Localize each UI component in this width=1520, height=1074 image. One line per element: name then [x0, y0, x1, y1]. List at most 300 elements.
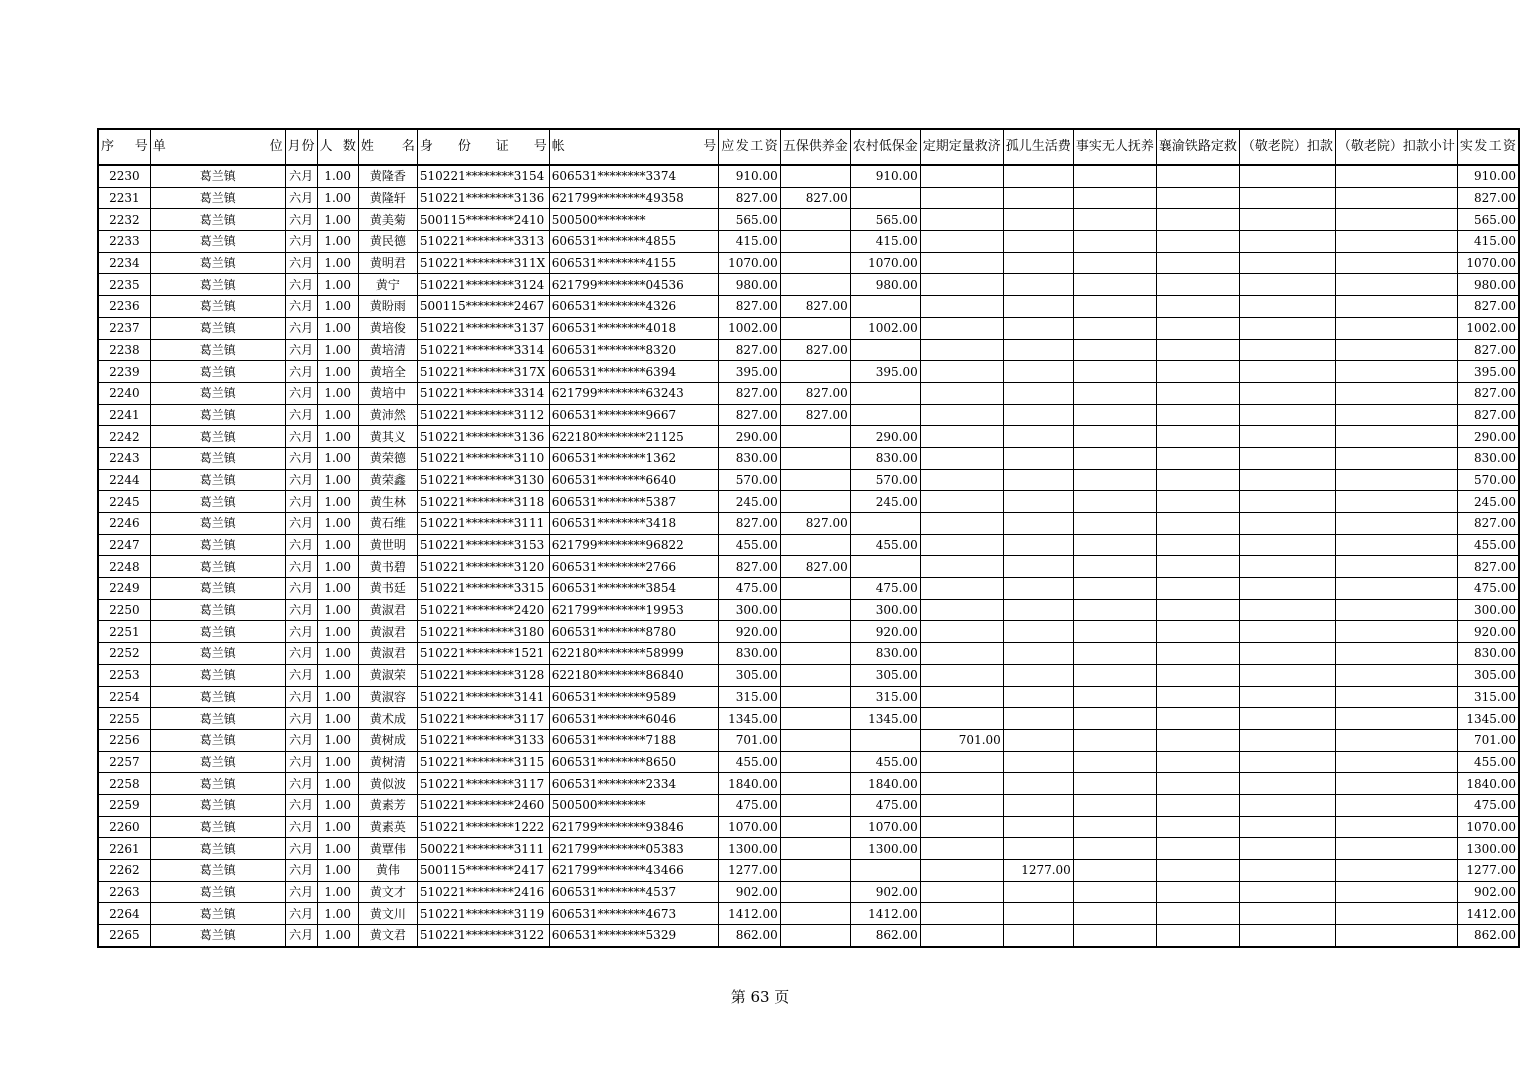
table-row	[98, 860, 1519, 882]
table-row	[98, 794, 1519, 816]
table-cell: 黄树清	[358, 751, 417, 773]
table-cell	[1239, 838, 1335, 860]
table-cell: 1345.00	[850, 708, 920, 730]
table-cell	[920, 361, 1003, 383]
table-cell	[780, 643, 850, 665]
table-cell: 六月	[285, 794, 317, 816]
table-row	[98, 664, 1519, 686]
table-cell: 1002.00	[719, 317, 781, 339]
table-cell: 862.00	[850, 925, 920, 947]
table-cell: 920.00	[719, 621, 781, 643]
table-cell	[1156, 447, 1239, 469]
table-cell: 黄隆香	[358, 165, 417, 187]
table-cell: 500115********2410	[417, 209, 549, 231]
table-cell	[1073, 404, 1156, 426]
table-cell: 415.00	[850, 231, 920, 253]
table-cell: 315.00	[850, 686, 920, 708]
table-cell	[1335, 556, 1457, 578]
table-cell: 六月	[285, 881, 317, 903]
table-cell	[780, 426, 850, 448]
table-cell	[1335, 187, 1457, 209]
table-cell: 葛兰镇	[150, 426, 285, 448]
table-row	[98, 469, 1519, 491]
table-cell	[1335, 231, 1457, 253]
table-cell	[1156, 860, 1239, 882]
table-cell: 六月	[285, 816, 317, 838]
column-header: 帐 号	[549, 129, 719, 165]
table-cell	[1335, 339, 1457, 361]
table-cell: 606531********4537	[549, 881, 719, 903]
table-cell: 1.00	[317, 794, 358, 816]
table-cell	[1003, 296, 1073, 318]
table-cell: 510221********3130	[417, 469, 549, 491]
table-cell: 565.00	[719, 209, 781, 231]
table-cell: 510221********3315	[417, 578, 549, 600]
table-cell	[920, 838, 1003, 860]
table-cell	[780, 252, 850, 274]
table-cell: 2251	[98, 621, 150, 643]
table-cell: 1277.00	[1457, 860, 1519, 882]
table-cell: 黄培俊	[358, 317, 417, 339]
table-cell: 606531********4155	[549, 252, 719, 274]
table-cell	[1073, 339, 1156, 361]
table-cell: 六月	[285, 751, 317, 773]
table-cell: 565.00	[1457, 209, 1519, 231]
table-cell: 1.00	[317, 274, 358, 296]
table-cell: 606531********4326	[549, 296, 719, 318]
table-cell: 1.00	[317, 447, 358, 469]
table-cell: 827.00	[1457, 296, 1519, 318]
table-cell: 862.00	[719, 925, 781, 947]
table-cell: 2242	[98, 426, 150, 448]
table-cell: 510221********3141	[417, 686, 549, 708]
table-cell	[1335, 534, 1457, 556]
table-cell: 395.00	[719, 361, 781, 383]
table-cell	[1239, 447, 1335, 469]
table-cell	[780, 274, 850, 296]
table-cell: 606531********2766	[549, 556, 719, 578]
table-cell: 827.00	[1457, 556, 1519, 578]
table-cell	[1239, 252, 1335, 274]
table-cell: 2241	[98, 404, 150, 426]
table-cell	[1156, 925, 1239, 947]
table-cell: 六月	[285, 296, 317, 318]
table-cell: 827.00	[1457, 339, 1519, 361]
table-cell: 475.00	[850, 794, 920, 816]
table-cell	[780, 664, 850, 686]
table-cell	[1156, 382, 1239, 404]
table-cell: 910.00	[1457, 165, 1519, 187]
table-cell	[1156, 816, 1239, 838]
table-cell: 510221********3180	[417, 621, 549, 643]
table-cell	[1073, 317, 1156, 339]
table-cell	[1156, 317, 1239, 339]
table-cell: 2247	[98, 534, 150, 556]
table-cell: 827.00	[780, 513, 850, 535]
table-cell: 2244	[98, 469, 150, 491]
table-cell	[1156, 513, 1239, 535]
table-cell: 621799********63243	[549, 382, 719, 404]
table-cell: 黄民德	[358, 231, 417, 253]
table-cell: 葛兰镇	[150, 599, 285, 621]
table-cell: 六月	[285, 556, 317, 578]
table-row	[98, 274, 1519, 296]
table-cell	[1073, 426, 1156, 448]
table-cell	[1073, 664, 1156, 686]
table-cell	[1003, 231, 1073, 253]
table-cell: 510221********2416	[417, 881, 549, 903]
table-cell	[920, 252, 1003, 274]
table-cell: 510221********3117	[417, 708, 549, 730]
table-cell	[1073, 578, 1156, 600]
table-cell: 290.00	[850, 426, 920, 448]
table-cell	[1239, 578, 1335, 600]
table-cell	[1073, 513, 1156, 535]
table-cell	[1156, 469, 1239, 491]
table-cell	[1156, 231, 1239, 253]
table-cell: 510221********3111	[417, 513, 549, 535]
table-cell: 2250	[98, 599, 150, 621]
table-cell: 1.00	[317, 860, 358, 882]
table-cell: 黄书碧	[358, 556, 417, 578]
table-cell	[1156, 187, 1239, 209]
table-cell: 510221********3133	[417, 729, 549, 751]
table-cell	[1335, 643, 1457, 665]
table-row	[98, 708, 1519, 730]
table-cell: 1412.00	[850, 903, 920, 925]
table-cell: 2254	[98, 686, 150, 708]
table-cell: 六月	[285, 469, 317, 491]
column-header: 襄渝铁路定救	[1156, 129, 1239, 165]
table-cell: 1.00	[317, 729, 358, 751]
table-cell: 621799********43466	[549, 860, 719, 882]
table-cell	[1335, 426, 1457, 448]
table-cell: 500500********	[549, 794, 719, 816]
table-row	[98, 838, 1519, 860]
table-cell	[780, 925, 850, 947]
table-cell: 290.00	[719, 426, 781, 448]
table-cell: 1070.00	[850, 252, 920, 274]
table-cell: 827.00	[1457, 404, 1519, 426]
table-cell: 黄淑君	[358, 643, 417, 665]
table-cell	[920, 794, 1003, 816]
table-cell: 315.00	[1457, 686, 1519, 708]
table-cell: 六月	[285, 426, 317, 448]
table-cell	[1003, 838, 1073, 860]
table-cell: 六月	[285, 491, 317, 513]
table-cell: 黄荣鑫	[358, 469, 417, 491]
table-cell: 1345.00	[1457, 708, 1519, 730]
table-cell: 黄盼雨	[358, 296, 417, 318]
table-cell: 621799********05383	[549, 838, 719, 860]
table-cell: 621799********49358	[549, 187, 719, 209]
table-row	[98, 621, 1519, 643]
table-row	[98, 317, 1519, 339]
table-cell	[1239, 339, 1335, 361]
table-cell	[1073, 773, 1156, 795]
table-cell: 910.00	[719, 165, 781, 187]
table-cell: 1.00	[317, 643, 358, 665]
table-cell	[780, 729, 850, 751]
table-cell: 920.00	[1457, 621, 1519, 643]
table-cell: 606531********8650	[549, 751, 719, 773]
table-cell	[1073, 556, 1156, 578]
table-cell: 1.00	[317, 339, 358, 361]
table-cell: 510221********3120	[417, 556, 549, 578]
table-cell	[1003, 165, 1073, 187]
table-cell: 475.00	[719, 794, 781, 816]
table-cell: 475.00	[850, 578, 920, 600]
table-row	[98, 187, 1519, 209]
table-cell: 1.00	[317, 816, 358, 838]
table-cell: 六月	[285, 903, 317, 925]
table-cell: 1840.00	[850, 773, 920, 795]
table-cell	[1239, 816, 1335, 838]
table-cell: 902.00	[719, 881, 781, 903]
table-cell	[1239, 361, 1335, 383]
table-cell	[1239, 751, 1335, 773]
table-cell	[780, 773, 850, 795]
table-cell	[1073, 751, 1156, 773]
table-cell: 六月	[285, 643, 317, 665]
table-cell	[1073, 903, 1156, 925]
table-cell: 葛兰镇	[150, 903, 285, 925]
table-cell: 510221********3314	[417, 382, 549, 404]
table-cell	[1003, 252, 1073, 274]
table-row	[98, 426, 1519, 448]
table-cell: 830.00	[719, 447, 781, 469]
table-cell: 六月	[285, 708, 317, 730]
table-cell	[1073, 209, 1156, 231]
table-row	[98, 296, 1519, 318]
table-row	[98, 447, 1519, 469]
table-cell	[1003, 339, 1073, 361]
table-cell	[1239, 274, 1335, 296]
table-cell: 606531********7188	[549, 729, 719, 751]
table-cell: 2243	[98, 447, 150, 469]
table-cell	[1335, 686, 1457, 708]
table-cell: 415.00	[719, 231, 781, 253]
table-cell	[1003, 317, 1073, 339]
table-cell	[1156, 729, 1239, 751]
table-row	[98, 643, 1519, 665]
table-cell	[920, 209, 1003, 231]
table-cell	[920, 404, 1003, 426]
table-cell: 455.00	[850, 751, 920, 773]
table-cell	[920, 751, 1003, 773]
table-cell: 1070.00	[1457, 252, 1519, 274]
table-cell: 黄树成	[358, 729, 417, 751]
table-cell	[850, 513, 920, 535]
table-cell	[1156, 339, 1239, 361]
table-cell: 六月	[285, 209, 317, 231]
table-cell	[1003, 925, 1073, 947]
payroll-table	[97, 128, 1520, 948]
table-cell	[1335, 404, 1457, 426]
table-cell: 510221********1222	[417, 816, 549, 838]
table-cell: 六月	[285, 534, 317, 556]
table-cell	[1073, 881, 1156, 903]
table-cell: 六月	[285, 187, 317, 209]
table-cell: 510221********3118	[417, 491, 549, 513]
table-cell: 黄培中	[358, 382, 417, 404]
column-header: 孤儿生活费	[1003, 129, 1073, 165]
table-cell: 1.00	[317, 556, 358, 578]
table-cell	[780, 686, 850, 708]
table-cell: 570.00	[719, 469, 781, 491]
table-cell: 黄文川	[358, 903, 417, 925]
table-cell	[1239, 491, 1335, 513]
table-cell: 300.00	[719, 599, 781, 621]
table-cell: 621799********93846	[549, 816, 719, 838]
table-cell: 606531********4018	[549, 317, 719, 339]
table-cell	[1335, 361, 1457, 383]
table-cell: 1840.00	[719, 773, 781, 795]
table-cell	[920, 187, 1003, 209]
table-cell	[1239, 686, 1335, 708]
table-cell	[920, 426, 1003, 448]
table-cell: 510221********3124	[417, 274, 549, 296]
table-cell: 黄覃伟	[358, 838, 417, 860]
table-cell: 570.00	[850, 469, 920, 491]
table-cell: 570.00	[1457, 469, 1519, 491]
table-cell	[1156, 578, 1239, 600]
table-cell: 黄文君	[358, 925, 417, 947]
table-cell: 葛兰镇	[150, 361, 285, 383]
table-cell	[1156, 708, 1239, 730]
table-cell: 黄世明	[358, 534, 417, 556]
table-cell	[1073, 382, 1156, 404]
table-cell: 606531********4673	[549, 903, 719, 925]
table-row	[98, 686, 1519, 708]
table-cell: 2260	[98, 816, 150, 838]
table-cell	[1335, 447, 1457, 469]
table-cell: 245.00	[1457, 491, 1519, 513]
table-cell: 510221********3136	[417, 426, 549, 448]
table-cell: 606531********6046	[549, 708, 719, 730]
table-cell	[1335, 491, 1457, 513]
table-cell: 1.00	[317, 534, 358, 556]
table-cell	[1003, 274, 1073, 296]
table-cell	[1073, 231, 1156, 253]
table-cell	[850, 382, 920, 404]
table-cell	[1073, 925, 1156, 947]
table-cell: 305.00	[719, 664, 781, 686]
table-cell	[1003, 426, 1073, 448]
table-cell: 510221********3314	[417, 339, 549, 361]
table-cell	[1156, 599, 1239, 621]
table-cell	[1239, 794, 1335, 816]
table-cell	[1239, 404, 1335, 426]
table-cell: 606531********9589	[549, 686, 719, 708]
table-cell: 2262	[98, 860, 150, 882]
table-cell	[920, 447, 1003, 469]
table-cell: 827.00	[780, 339, 850, 361]
table-cell	[1239, 599, 1335, 621]
table-cell	[1156, 751, 1239, 773]
table-cell: 510221********3115	[417, 751, 549, 773]
table-cell: 葛兰镇	[150, 621, 285, 643]
table-cell	[1003, 361, 1073, 383]
column-header: 姓 名	[358, 129, 417, 165]
table-cell: 黄生林	[358, 491, 417, 513]
table-cell: 830.00	[850, 447, 920, 469]
table-cell	[1003, 469, 1073, 491]
table-cell	[1239, 664, 1335, 686]
table-cell	[920, 469, 1003, 491]
table-cell	[1239, 231, 1335, 253]
table-cell: 622180********21125	[549, 426, 719, 448]
table-cell: 1.00	[317, 209, 358, 231]
table-cell	[1156, 838, 1239, 860]
table-cell	[1335, 860, 1457, 882]
table-cell: 六月	[285, 664, 317, 686]
table-cell	[850, 404, 920, 426]
table-cell: 黄书廷	[358, 578, 417, 600]
table-cell: 2264	[98, 903, 150, 925]
table-cell	[920, 925, 1003, 947]
table-cell: 455.00	[850, 534, 920, 556]
table-cell	[1156, 534, 1239, 556]
table-cell: 622180********58999	[549, 643, 719, 665]
table-cell: 475.00	[719, 578, 781, 600]
table-cell: 葛兰镇	[150, 578, 285, 600]
table-cell: 黄伟	[358, 860, 417, 882]
table-cell	[780, 751, 850, 773]
table-cell	[920, 165, 1003, 187]
table-cell: 315.00	[719, 686, 781, 708]
table-cell	[920, 296, 1003, 318]
table-cell: 827.00	[1457, 382, 1519, 404]
table-cell: 1.00	[317, 599, 358, 621]
table-cell: 510221********3128	[417, 664, 549, 686]
table-cell: 622180********86840	[549, 664, 719, 686]
table-cell: 黄淑荣	[358, 664, 417, 686]
table-cell: 1.00	[317, 252, 358, 274]
table-cell	[1003, 708, 1073, 730]
column-header: （敬老院）扣款	[1239, 129, 1335, 165]
column-header: （敬老院）扣款小计	[1335, 129, 1457, 165]
table-cell	[1335, 816, 1457, 838]
column-header: 月份	[285, 129, 317, 165]
table-cell	[1003, 404, 1073, 426]
table-cell: 305.00	[1457, 664, 1519, 686]
table-cell: 黄培清	[358, 339, 417, 361]
table-cell	[920, 643, 1003, 665]
table-cell: 六月	[285, 447, 317, 469]
table-cell: 2265	[98, 925, 150, 947]
table-cell	[780, 317, 850, 339]
table-cell: 黄淑容	[358, 686, 417, 708]
table-cell: 葛兰镇	[150, 231, 285, 253]
table-cell	[780, 491, 850, 513]
table-cell: 葛兰镇	[150, 469, 285, 491]
table-cell: 葛兰镇	[150, 274, 285, 296]
table-cell: 827.00	[1457, 513, 1519, 535]
table-cell	[1073, 838, 1156, 860]
table-row	[98, 534, 1519, 556]
table-row	[98, 513, 1519, 535]
table-cell: 葛兰镇	[150, 708, 285, 730]
table-cell	[780, 621, 850, 643]
table-cell	[1073, 491, 1156, 513]
table-cell: 2263	[98, 881, 150, 903]
table-cell: 葛兰镇	[150, 794, 285, 816]
table-cell	[1003, 578, 1073, 600]
table-cell: 1070.00	[719, 816, 781, 838]
table-cell	[1073, 296, 1156, 318]
table-cell: 黄文才	[358, 881, 417, 903]
